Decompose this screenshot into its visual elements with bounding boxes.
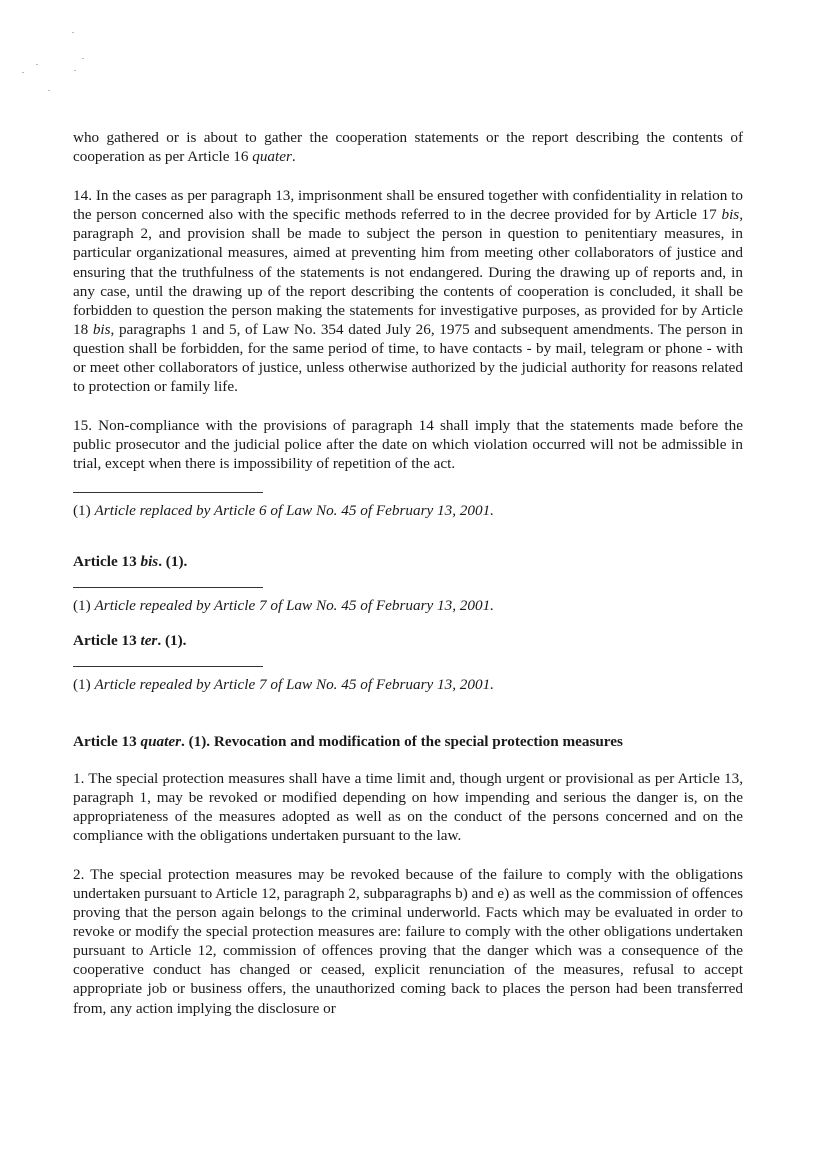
footnote-article-13: (1) Article replaced by Article 6 of Law No. 45 of February 13, 2001. bbox=[73, 501, 494, 519]
footnote-rule bbox=[73, 666, 263, 667]
quater-paragraph-2: 2. The special protection measures may be revoked because of the failure to comply with the obligations undertaken pursuant to Article 12, paragraph 2, subparagraphs b) and e) as well as the commission of offences proving that the person again belongs to the criminal underworld. Facts which may be evaluated in order to revoke or modify the special protection measures are: failure to comply with the other obligations undertaken pursuant to Article 12, commission of offences proving that the danger which was a consequence of the cooperative conduct has changed or ceased, explicit renunciation of the measures, refusal to accept appropriate job or business offers, the unauthorized coming back to places the person had been transferred from, any action implying the disclosure or bbox=[73, 865, 743, 1017]
footnote-rule bbox=[73, 492, 263, 493]
footnote-article-13-ter: (1) Article repealed by Article 7 of Law No. 45 of February 13, 2001. bbox=[73, 675, 494, 693]
paragraph-15: 15. Non-compliance with the provisions of paragraph 14 shall imply that the statements made before the public prosecutor and the judicial police after the date on which violation occurred will not be admissible in trial, except when there is impossibility of repetition of the act. bbox=[73, 417, 743, 473]
footnote-article-13-bis: (1) Article repealed by Article 7 of Law No. 45 of February 13, 2001. bbox=[73, 596, 494, 614]
document-page bbox=[73, 128, 743, 1018]
quater-paragraph-1: 1. The special protection measures shall have a time limit and, though urgent or provisional as per Article 13, paragraph 1, may be revoked or modified depending on how impending and serious the danger is, on the appropriateness of the measures adopted as well as on the conduct of the persons concerned and on the compliance with the obligations undertaken pursuant to the law. bbox=[73, 769, 743, 844]
heading-article-13-bis: Article 13 bis. (1). bbox=[73, 552, 188, 570]
intro-continuation: who gathered or is about to gather the cooperation statements or the report describing the contents of cooperation as per Article 16 quater. bbox=[73, 129, 743, 166]
footnote-rule bbox=[73, 587, 263, 588]
heading-article-13-quater: Article 13 quater. (1). Revocation and modification of the special protection measures bbox=[73, 732, 623, 750]
heading-article-13-ter: Article 13 ter. (1). bbox=[73, 631, 187, 649]
paragraph-14: 14. In the cases as per paragraph 13, imprisonment shall be ensured together with confidentiality in relation to the person concerned also with the specific methods referred to in the decree provided for by Article 17 bis, paragraph 2, and provision shall be made to subject the person in question to penitentiary measures, in particular organizational measures, aimed at preventing him from meeting other collaborators of justice and ensuring that the truthfulness of the statements is not endangered. During the drawing up of reports and, in any case, until the drawing up of the report describing the contents of cooperation is concluded, it shall be forbidden to question the person making the statements for investigative purposes, as provided for by Article 18 bis, paragraphs 1 and 5, of Law No. 354 dated July 26, 1975 and subsequent amendments. The person in question shall be forbidden, for the same period of time, to have contacts - by mail, telegram or phone - with or meet other collaborators of justice, unless otherwise authorized by the judicial authority for reasons related to protection or family life. bbox=[73, 187, 744, 396]
